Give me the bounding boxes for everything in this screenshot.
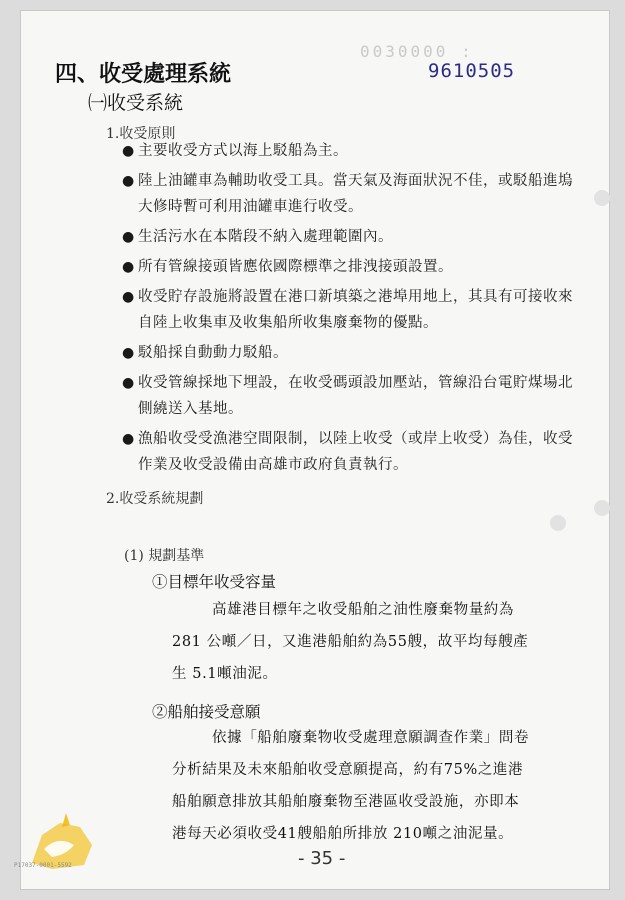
bullet-icon: ●	[122, 173, 135, 189]
capacity-text	[172, 594, 528, 690]
principle-item: ● 收受貯存設施將設置在港口新填築之港埠用地上，其具有可接收來自陸上收集車及收集船所收集廢棄物的優點。	[122, 284, 587, 336]
bullet-icon: ●	[122, 431, 135, 447]
principles-heading: 1.收受原則	[106, 126, 176, 142]
principle-item: ● 主要收受方式以海上駁船為主。	[122, 138, 587, 164]
capacity-title: ①目標年收受容量	[152, 573, 277, 591]
document-page	[20, 10, 610, 890]
willingness-text	[172, 722, 529, 850]
punch-hole	[550, 515, 566, 531]
principle-item: ● 陸上油罐車為輔助收受工具。當天氣及海面狀況不佳，或駁船進塢大修時暫可利用油罐車進行收受。	[122, 168, 587, 220]
paragraph-line: 依據「船舶廢棄物收受處理意願調查作業」問卷	[212, 730, 530, 746]
principle-item: ● 生活污水在本階段不納入處理範圍內。	[122, 224, 587, 250]
paragraph-line: 分析結果及未來船舶收受意願提高，約有75%之進港	[172, 762, 524, 778]
faded-stamp: 0030000 :	[360, 42, 474, 61]
planning-heading: 2.收受系統規劃	[106, 491, 204, 507]
principle-item: ● 所有管線接頭皆應依國際標準之排洩接頭設置。	[122, 254, 587, 280]
bullet-icon: ●	[122, 375, 135, 391]
document-number-stamp: 9610505	[428, 60, 516, 82]
paragraph-line: 港每天必須收受41艘船舶所排放 210噸之油泥量。	[172, 826, 514, 842]
bullet-icon: ●	[122, 289, 135, 305]
subsection-title: ㈠收受系統	[88, 92, 184, 114]
paragraph-line: 船舶願意排放其船舶廢棄物至港區收受設施，亦即本	[172, 794, 520, 810]
bullet-icon: ●	[122, 229, 135, 245]
page-number: - 35 -	[298, 848, 346, 869]
bullet-icon: ●	[122, 259, 135, 275]
paragraph-line: 高雄港目標年之收受船舶之油性廢棄物量約為	[212, 602, 514, 618]
willingness-title: ②船舶接受意願	[152, 703, 261, 721]
paragraph-line: 281 公噸／日，又進港船舶約為55艘，故平均每艘產	[172, 634, 529, 650]
principle-item: ● 收受管線採地下埋設，在收受碼頭設加壓站，管線沿台電貯煤場北側繞送入基地。	[122, 370, 587, 422]
punch-hole	[594, 500, 610, 516]
bullet-icon: ●	[122, 143, 135, 159]
principle-item: ● 駁船採自動動力駁船。	[122, 340, 587, 366]
paragraph-line: 生 5.1噸油泥。	[172, 666, 278, 682]
punch-hole	[594, 190, 610, 206]
footer-code: P17037-0001-5592	[14, 862, 72, 869]
principles-list	[122, 138, 587, 482]
section-title: 四、收受處理系統	[55, 62, 232, 87]
bullet-icon: ●	[122, 345, 135, 361]
basis-heading: (1) 規劃基準	[124, 548, 205, 564]
principle-item: ● 漁船收受受漁港空間限制，以陸上收受（或岸上收受）為佳，收受作業及收受設備由高雄市政府負責執行。	[122, 426, 587, 478]
